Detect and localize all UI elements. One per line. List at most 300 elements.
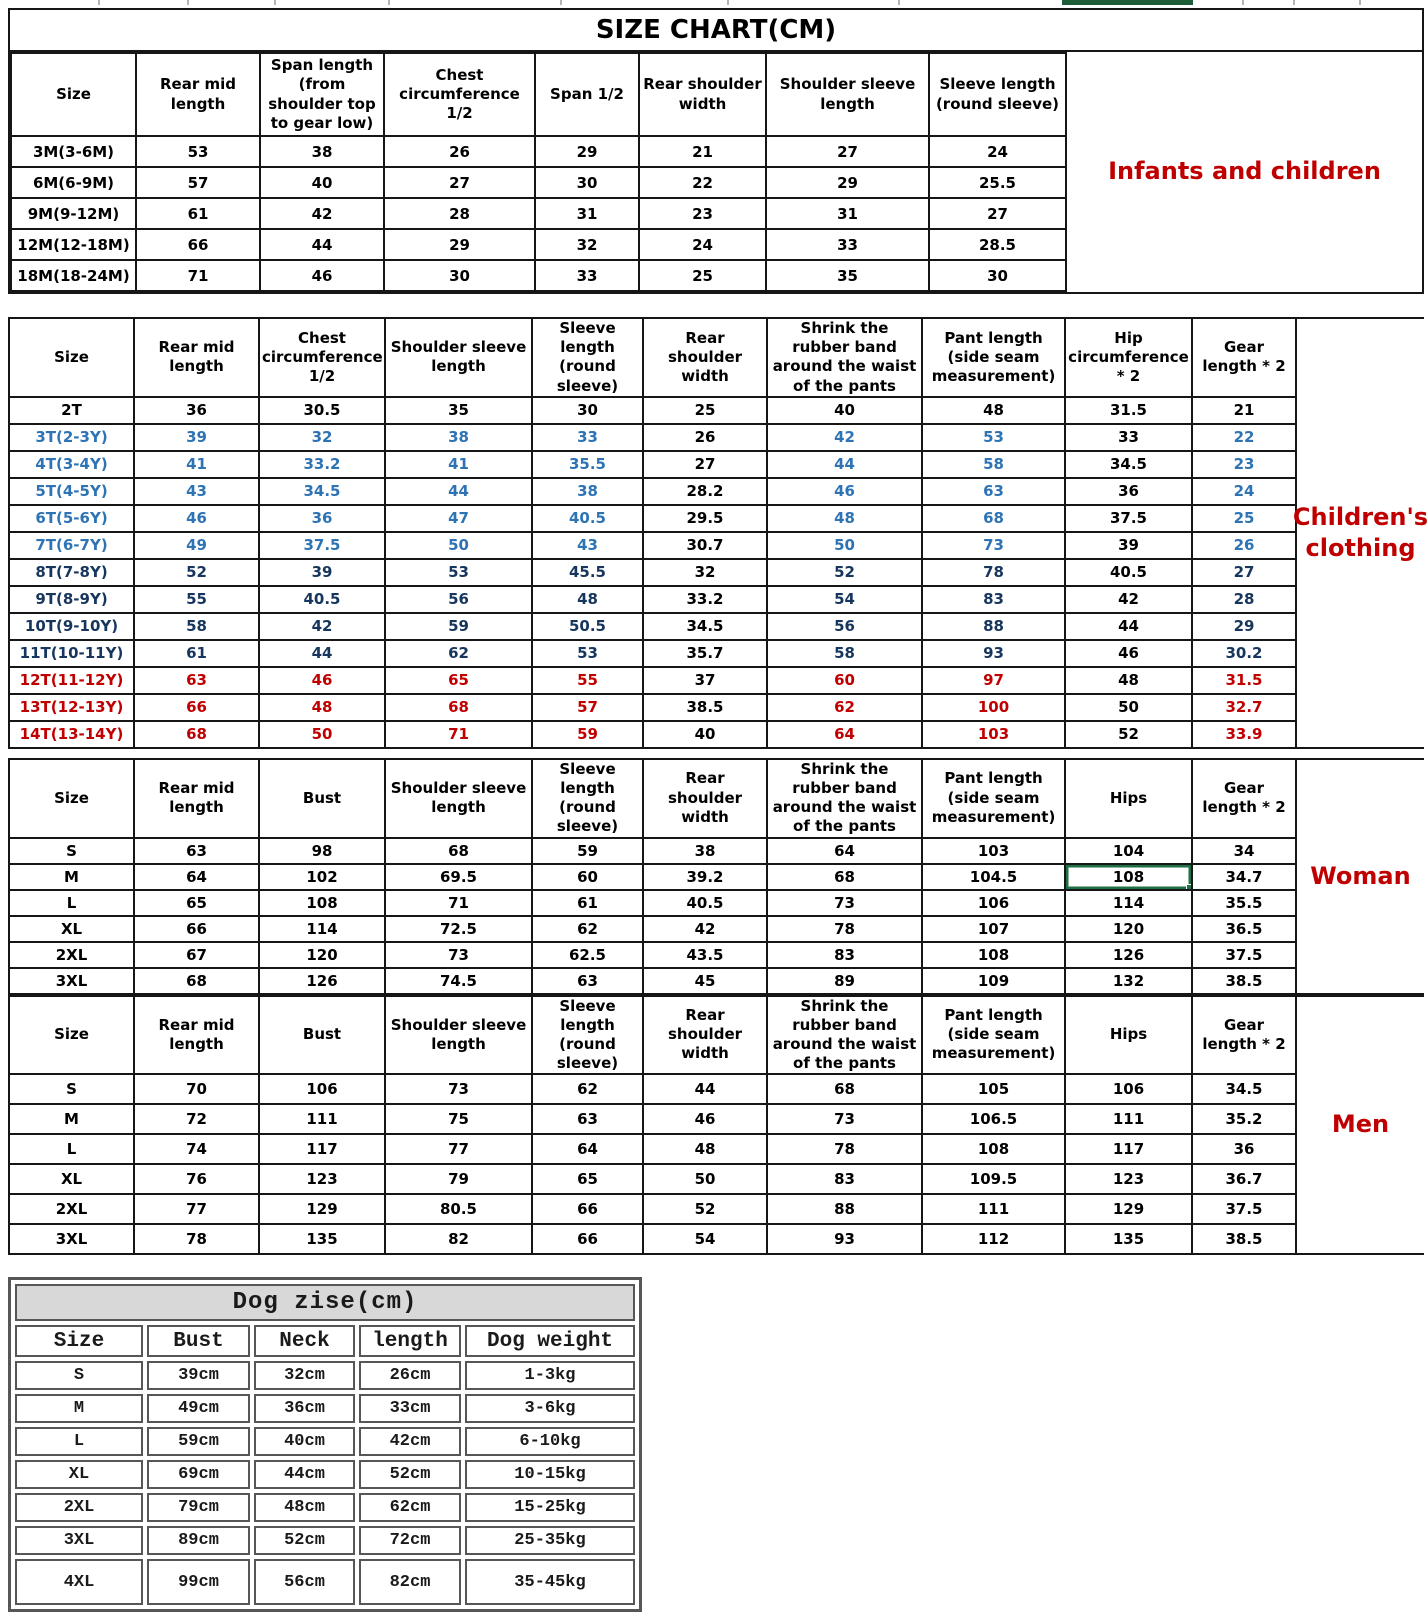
table-cell: 56cm	[254, 1559, 355, 1605]
table-cell: 126	[1065, 942, 1192, 968]
row-size-label: 3T(2-3Y)	[9, 424, 134, 451]
men-table	[8, 995, 1297, 1256]
table-cell: 44	[643, 1074, 767, 1104]
table-row	[11, 136, 1066, 167]
table-cell: 120	[259, 942, 385, 968]
table-cell: 26	[643, 424, 767, 451]
table-cell: 50	[259, 721, 385, 748]
table-cell: 30	[384, 260, 535, 291]
table-cell: 42	[260, 198, 384, 229]
table-cell: 126	[259, 968, 385, 994]
table-cell: 39	[259, 559, 385, 586]
table-cell: 29.5	[643, 505, 767, 532]
table-cell: 117	[259, 1134, 385, 1164]
row-size-label: 6T(5-6Y)	[9, 505, 134, 532]
table-cell: 106.5	[922, 1104, 1065, 1134]
table-cell: 83	[767, 1164, 922, 1194]
table-cell: 129	[1065, 1194, 1192, 1224]
column-header: Pant length (side seam measurement)	[922, 318, 1065, 397]
table-cell: 100	[922, 694, 1065, 721]
table-cell: 93	[767, 1224, 922, 1254]
table-row	[9, 613, 1296, 640]
table-cell: 21	[1192, 397, 1296, 424]
table-cell: 50.5	[532, 613, 643, 640]
table-cell: 39	[1065, 532, 1192, 559]
table-cell: 72	[134, 1104, 259, 1134]
table-cell: 26	[1192, 532, 1296, 559]
table-cell: 69cm	[147, 1460, 250, 1489]
table-cell: 66	[136, 229, 260, 260]
table-cell: 57	[532, 694, 643, 721]
table-cell: 25	[639, 260, 766, 291]
column-header: Hips	[1065, 759, 1192, 838]
table-cell: 37.5	[1065, 505, 1192, 532]
table-cell: 68	[767, 864, 922, 890]
table-row	[9, 1194, 1296, 1224]
table-cell: 78	[767, 916, 922, 942]
table-cell: 62	[532, 916, 643, 942]
table-cell: 74.5	[385, 968, 532, 994]
active-cell[interactable]: 108	[1065, 864, 1192, 890]
table-cell: 44	[1065, 613, 1192, 640]
infants-table	[10, 52, 1067, 292]
table-cell: 40.5	[643, 890, 767, 916]
table-row	[9, 424, 1296, 451]
table-cell: 123	[259, 1164, 385, 1194]
row-size-label: 5T(4-5Y)	[9, 478, 134, 505]
table-cell: 33	[535, 260, 639, 291]
column-header: Rear shoulder width	[639, 53, 766, 136]
table-cell: 48	[922, 397, 1065, 424]
table-cell: 44	[767, 451, 922, 478]
table-cell: 38	[532, 478, 643, 505]
table-cell: 62	[532, 1074, 643, 1104]
table-cell: 40.5	[259, 586, 385, 613]
table-cell: 30.2	[1192, 640, 1296, 667]
table-cell: 104	[1065, 838, 1192, 864]
column-header: Gear length * 2	[1192, 996, 1296, 1075]
table-cell: 40cm	[254, 1427, 355, 1456]
table-cell: 60	[767, 667, 922, 694]
table-cell: 40.5	[532, 505, 643, 532]
table-cell: 3-6kg	[465, 1394, 635, 1423]
table-cell: 50	[767, 532, 922, 559]
table-cell: 38	[385, 424, 532, 451]
table-cell: 65	[134, 890, 259, 916]
table-cell: 74	[134, 1134, 259, 1164]
column-header: Rear shoulder width	[643, 318, 767, 397]
column-header: Shoulder sleeve length	[385, 759, 532, 838]
table-cell: 27	[643, 451, 767, 478]
row-size-label: 4XL	[15, 1559, 143, 1605]
table-row	[9, 505, 1296, 532]
table-cell: 27	[766, 136, 929, 167]
table-cell: 108	[259, 890, 385, 916]
table-cell: 79	[385, 1164, 532, 1194]
row-size-label: 18M(18-24M)	[11, 260, 136, 291]
table-cell: 45.5	[532, 559, 643, 586]
table-cell: 35.2	[1192, 1104, 1296, 1134]
table-cell: 30.7	[643, 532, 767, 559]
row-size-label: 11T(10-11Y)	[9, 640, 134, 667]
table-cell: 58	[767, 640, 922, 667]
table-cell: 73	[767, 1104, 922, 1134]
dog-section	[8, 1277, 1428, 1612]
column-header: length	[359, 1325, 461, 1357]
row-size-label: 3XL	[9, 1224, 134, 1254]
table-cell: 24	[1192, 478, 1296, 505]
column-header: Span 1/2	[535, 53, 639, 136]
table-cell: 56	[385, 586, 532, 613]
table-cell: 44	[385, 478, 532, 505]
table-cell: 10-15kg	[465, 1460, 635, 1489]
table-cell: 35.5	[1192, 890, 1296, 916]
table-cell: 53	[922, 424, 1065, 451]
table-cell: 45	[643, 968, 767, 994]
table-cell: 73	[922, 532, 1065, 559]
table-cell: 25	[643, 397, 767, 424]
table-cell: 63	[134, 667, 259, 694]
table-cell: 63	[532, 1104, 643, 1134]
column-header: Gear length * 2	[1192, 318, 1296, 397]
table-cell: 73	[767, 890, 922, 916]
table-cell: 36.7	[1192, 1164, 1296, 1194]
table-cell: 42	[767, 424, 922, 451]
row-size-label: 9T(8-9Y)	[9, 586, 134, 613]
column-header: Size	[15, 1325, 143, 1357]
table-row	[11, 167, 1066, 198]
table-cell: 53	[532, 640, 643, 667]
table-cell: 41	[385, 451, 532, 478]
row-size-label: L	[9, 1134, 134, 1164]
table-cell: 57	[136, 167, 260, 198]
table-cell: 38.5	[1192, 968, 1296, 994]
table-cell: 33	[1065, 424, 1192, 451]
table-cell: 56	[767, 613, 922, 640]
table-cell: 114	[259, 916, 385, 942]
column-header: Sleeve length (round sleeve)	[532, 996, 643, 1075]
table-cell: 71	[385, 721, 532, 748]
table-cell: 28.2	[643, 478, 767, 505]
column-header: Shrink the rubber band around the waist of the pants	[767, 759, 922, 838]
table-cell: 44	[259, 640, 385, 667]
table-cell: 35-45kg	[465, 1559, 635, 1605]
row-size-label: S	[15, 1361, 143, 1390]
table-cell: 42	[1065, 586, 1192, 613]
table-cell: 37.5	[1192, 942, 1296, 968]
table-row	[9, 559, 1296, 586]
table-row	[9, 968, 1296, 994]
row-size-label: XL	[15, 1460, 143, 1489]
table-cell: 6-10kg	[465, 1427, 635, 1456]
column-header: Chest circumference 1/2	[384, 53, 535, 136]
column-header: Pant length (side seam measurement)	[922, 996, 1065, 1075]
table-cell: 43	[134, 478, 259, 505]
table-row	[9, 721, 1296, 748]
table-cell: 35	[385, 397, 532, 424]
row-size-label: S	[9, 1074, 134, 1104]
table-cell: 80.5	[385, 1194, 532, 1224]
table-cell: 36.5	[1192, 916, 1296, 942]
table-cell: 66	[134, 694, 259, 721]
table-cell: 25	[1192, 505, 1296, 532]
table-cell: 64	[134, 864, 259, 890]
table-cell: 25-35kg	[465, 1526, 635, 1555]
table-cell: 65	[532, 1164, 643, 1194]
table-cell: 33cm	[359, 1394, 461, 1423]
table-cell: 111	[922, 1194, 1065, 1224]
table-cell: 44cm	[254, 1460, 355, 1489]
table-cell: 54	[643, 1224, 767, 1254]
table-cell: 62.5	[532, 942, 643, 968]
table-cell: 43	[532, 532, 643, 559]
table-cell: 36	[1192, 1134, 1296, 1164]
row-size-label: 8T(7-8Y)	[9, 559, 134, 586]
table-cell: 46	[1065, 640, 1192, 667]
table-cell: 62cm	[359, 1493, 461, 1522]
table-cell: 83	[767, 942, 922, 968]
excel-selection-bar	[1062, 0, 1193, 5]
table-cell: 63	[532, 968, 643, 994]
row-size-label: 4T(3-4Y)	[9, 451, 134, 478]
table-cell: 35	[766, 260, 929, 291]
table-row	[15, 1559, 635, 1605]
table-cell: 25.5	[929, 167, 1066, 198]
column-header: Sleeve length (round sleeve)	[929, 53, 1066, 136]
table-cell: 106	[1065, 1074, 1192, 1104]
column-header: Hips	[1065, 996, 1192, 1075]
column-header: Pant length (side seam measurement)	[922, 759, 1065, 838]
table-cell: 60	[532, 864, 643, 890]
table-cell: 61	[136, 198, 260, 229]
row-size-label: 3XL	[9, 968, 134, 994]
table-cell: 28	[384, 198, 535, 229]
infants-section	[8, 8, 1424, 294]
table-cell: 48	[532, 586, 643, 613]
table-row	[9, 942, 1296, 968]
table-cell: 53	[385, 559, 532, 586]
infants-label: Infants and children	[1108, 157, 1381, 186]
table-cell: 82cm	[359, 1559, 461, 1605]
table-cell: 64	[767, 721, 922, 748]
column-header: Sleeve length (round sleeve)	[532, 318, 643, 397]
table-cell: 59cm	[147, 1427, 250, 1456]
table-cell: 40	[260, 167, 384, 198]
table-cell: 55	[532, 667, 643, 694]
row-size-label: XL	[9, 916, 134, 942]
table-cell: 105	[922, 1074, 1065, 1104]
table-cell: 68	[134, 968, 259, 994]
column-header: Chest circumference 1/2	[259, 318, 385, 397]
table-cell: 52	[643, 1194, 767, 1224]
table-cell: 72cm	[359, 1526, 461, 1555]
table-cell: 89cm	[147, 1526, 250, 1555]
table-cell: 32	[535, 229, 639, 260]
row-size-label: 14T(13-14Y)	[9, 721, 134, 748]
table-cell: 52	[134, 559, 259, 586]
table-cell: 46	[643, 1104, 767, 1134]
table-cell: 27	[929, 198, 1066, 229]
table-cell: 88	[767, 1194, 922, 1224]
table-cell: 33.2	[259, 451, 385, 478]
table-cell: 103	[922, 838, 1065, 864]
row-size-label: 7T(6-7Y)	[9, 532, 134, 559]
table-row	[9, 1224, 1296, 1254]
dog-table-title: Dog zise(cm)	[15, 1284, 635, 1321]
table-row	[15, 1361, 635, 1390]
column-header: Rear mid length	[134, 318, 259, 397]
column-header: Size	[11, 53, 136, 136]
table-cell: 31	[766, 198, 929, 229]
row-size-label: 3M(3-6M)	[11, 136, 136, 167]
table-row	[9, 451, 1296, 478]
children-table	[8, 317, 1297, 749]
row-size-label: L	[9, 890, 134, 916]
table-row	[9, 640, 1296, 667]
column-header: Span length (from shoulder top to gear low)	[260, 53, 384, 136]
table-cell: 22	[1192, 424, 1296, 451]
column-header: Bust	[259, 759, 385, 838]
table-cell: 59	[385, 613, 532, 640]
table-cell: 36	[1065, 478, 1192, 505]
table-row	[15, 1526, 635, 1555]
woman-table	[8, 758, 1297, 995]
table-cell: 46	[260, 260, 384, 291]
table-cell: 37.5	[259, 532, 385, 559]
column-header: Rear shoulder width	[643, 996, 767, 1075]
table-cell: 33	[532, 424, 643, 451]
column-header: Dog weight	[465, 1325, 635, 1357]
table-cell: 35.5	[532, 451, 643, 478]
table-cell: 52	[1065, 721, 1192, 748]
table-cell: 22	[639, 167, 766, 198]
table-cell: 78	[767, 1134, 922, 1164]
table-row	[9, 1104, 1296, 1134]
table-cell: 33	[766, 229, 929, 260]
table-cell: 30	[929, 260, 1066, 291]
table-cell: 69.5	[385, 864, 532, 890]
table-cell: 129	[259, 1194, 385, 1224]
table-cell: 55	[134, 586, 259, 613]
table-cell: 34.5	[259, 478, 385, 505]
column-header: Bust	[147, 1325, 250, 1357]
row-size-label: M	[9, 864, 134, 890]
table-row	[15, 1493, 635, 1522]
table-cell: 30	[535, 167, 639, 198]
table-cell: 62	[767, 694, 922, 721]
table-cell: 78	[922, 559, 1065, 586]
table-cell: 107	[922, 916, 1065, 942]
table-cell: 32	[259, 424, 385, 451]
table-row	[9, 478, 1296, 505]
table-cell: 48	[767, 505, 922, 532]
table-cell: 52	[767, 559, 922, 586]
table-cell: 88	[922, 613, 1065, 640]
table-cell: 48	[259, 694, 385, 721]
column-header: Neck	[254, 1325, 355, 1357]
table-cell: 61	[134, 640, 259, 667]
woman-label: Woman	[1297, 758, 1424, 995]
column-header: Size	[9, 996, 134, 1075]
table-cell: 46	[767, 478, 922, 505]
table-row	[15, 1427, 635, 1456]
table-cell: 66	[134, 916, 259, 942]
column-header: Rear mid length	[136, 53, 260, 136]
table-cell: 83	[922, 586, 1065, 613]
table-cell: 53	[136, 136, 260, 167]
table-cell: 33.9	[1192, 721, 1296, 748]
row-size-label: 12T(11-12Y)	[9, 667, 134, 694]
row-size-label: 3XL	[15, 1526, 143, 1555]
column-header: Bust	[259, 996, 385, 1075]
table-cell: 111	[259, 1104, 385, 1134]
table-cell: 123	[1065, 1164, 1192, 1194]
table-cell: 47	[385, 505, 532, 532]
table-cell: 50	[1065, 694, 1192, 721]
table-cell: 27	[1192, 559, 1296, 586]
table-cell: 89	[767, 968, 922, 994]
table-cell: 68	[134, 721, 259, 748]
table-cell: 73	[385, 1074, 532, 1104]
table-row	[11, 229, 1066, 260]
table-cell: 66	[532, 1194, 643, 1224]
table-row	[15, 1460, 635, 1489]
table-row	[9, 1134, 1296, 1164]
row-size-label: 2XL	[9, 1194, 134, 1224]
column-header: Shoulder sleeve length	[385, 318, 532, 397]
column-header: Sleeve length (round sleeve)	[532, 759, 643, 838]
table-cell: 30.5	[259, 397, 385, 424]
table-cell: 58	[134, 613, 259, 640]
column-header: Rear shoulder width	[643, 759, 767, 838]
table-cell: 44	[260, 229, 384, 260]
table-cell: 68	[385, 838, 532, 864]
column-header: Hip circumference * 2	[1065, 318, 1192, 397]
table-cell: 75	[385, 1104, 532, 1134]
table-cell: 103	[922, 721, 1065, 748]
table-cell: 48	[643, 1134, 767, 1164]
table-cell: 41	[134, 451, 259, 478]
table-row	[9, 694, 1296, 721]
table-cell: 40	[767, 397, 922, 424]
table-row	[9, 1164, 1296, 1194]
table-cell: 42	[259, 613, 385, 640]
table-cell: 102	[259, 864, 385, 890]
column-header: Shoulder sleeve length	[385, 996, 532, 1075]
table-cell: 26cm	[359, 1361, 461, 1390]
children-label: Children's clothing	[1297, 317, 1424, 749]
table-cell: 37	[643, 667, 767, 694]
table-cell: 37.5	[1192, 1194, 1296, 1224]
table-cell: 33.2	[643, 586, 767, 613]
table-cell: 38	[260, 136, 384, 167]
row-size-label: S	[9, 838, 134, 864]
table-cell: 23	[639, 198, 766, 229]
dog-table	[8, 1277, 642, 1612]
table-cell: 64	[532, 1134, 643, 1164]
table-cell: 31	[535, 198, 639, 229]
table-cell: 46	[259, 667, 385, 694]
table-cell: 62	[385, 640, 532, 667]
table-cell: 35.7	[643, 640, 767, 667]
table-cell: 66	[532, 1224, 643, 1254]
table-cell: 67	[134, 942, 259, 968]
woman-section	[8, 758, 1428, 995]
column-header: Gear length * 2	[1192, 759, 1296, 838]
table-cell: 34.5	[1065, 451, 1192, 478]
row-size-label: 10T(9-10Y)	[9, 613, 134, 640]
table-cell: 77	[134, 1194, 259, 1224]
